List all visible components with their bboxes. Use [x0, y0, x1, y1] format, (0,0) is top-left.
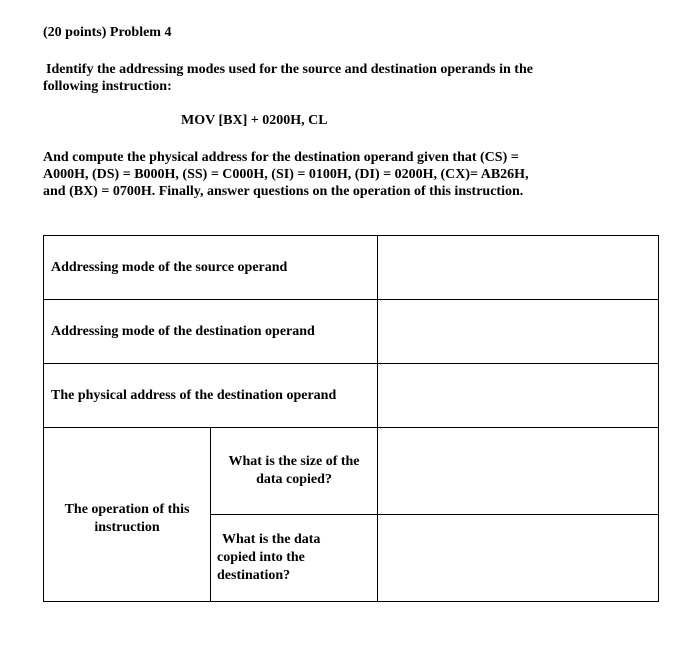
size-answer-cell[interactable]: [378, 428, 659, 515]
operation-label-line: The operation of this: [64, 501, 190, 517]
source-mode-answer-cell[interactable]: [378, 236, 659, 300]
given-line: and (BX) = 0700H. Finally, answer questions on the operation of this instruction.: [43, 184, 524, 199]
answer-table: [43, 235, 659, 602]
size-question-line: data copied?: [256, 472, 332, 487]
operation-label: [44, 428, 211, 602]
data-question: [211, 515, 378, 602]
data-question-line: copied into the: [217, 550, 305, 565]
intro-line: Identify the addressing modes used for the source and destination operands in the: [46, 62, 533, 77]
size-question-line: What is the size of the: [228, 454, 360, 469]
operation-label-line: instruction: [94, 519, 160, 535]
physical-address-answer-cell[interactable]: [378, 364, 659, 428]
intro-line: following instruction:: [43, 79, 172, 94]
instruction-text: MOV [BX] + 0200H, CL: [181, 113, 328, 128]
intro-paragraph: [43, 61, 533, 95]
source-mode-label: Addressing mode of the source operand: [44, 236, 378, 300]
problem-heading: (20 points) Problem 4: [43, 25, 172, 40]
data-answer-cell[interactable]: [378, 515, 659, 602]
data-question-line: What is the data: [222, 532, 321, 547]
given-line: A000H, (DS) = B000H, (SS) = C000H, (SI) = 0100H, (DI) = 0200H, (CX)= AB26H,: [43, 167, 529, 182]
given-line: And compute the physical address for the destination operand given that (CS) =: [43, 150, 519, 165]
data-question-line: destination?: [217, 568, 291, 583]
physical-address-label: The physical address of the destination operand: [44, 364, 378, 428]
size-question: [211, 428, 378, 515]
destination-mode-label: Addressing mode of the destination operand: [44, 300, 378, 364]
given-paragraph: [43, 149, 529, 200]
destination-mode-answer-cell[interactable]: [378, 300, 659, 364]
